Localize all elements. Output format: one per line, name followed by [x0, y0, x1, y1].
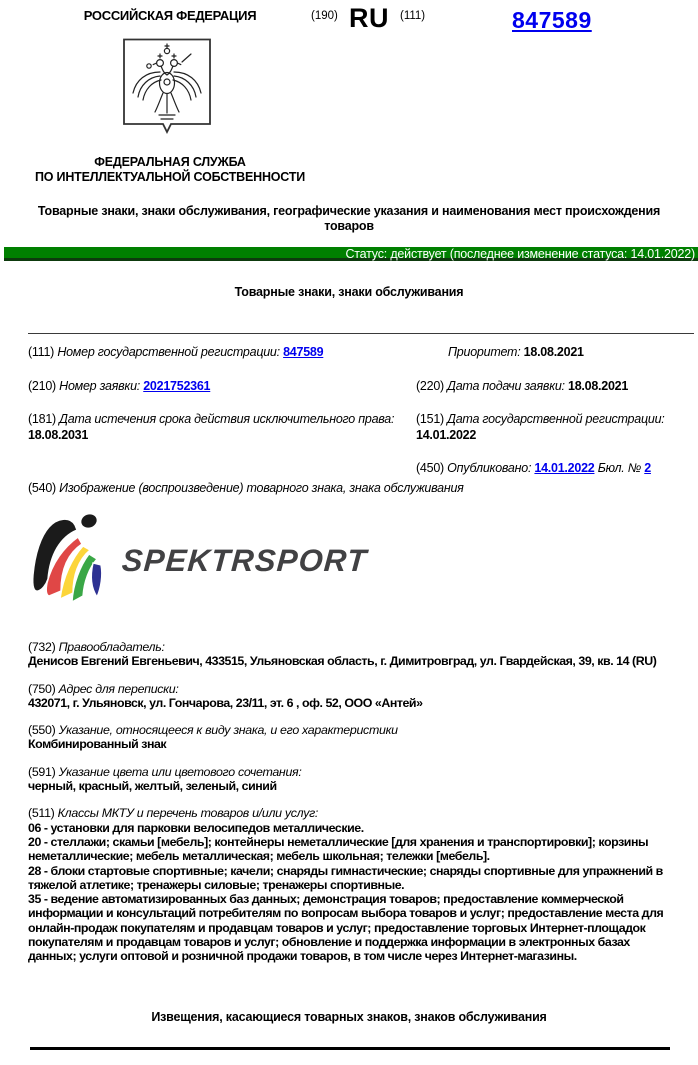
- field-label: Дата истечения срока действия исключительного права:: [59, 412, 395, 426]
- mark-kind-value: Комбинированный знак: [28, 737, 167, 752]
- field-label: Классы МКТУ и перечень товаров и/или услуг:: [57, 806, 319, 821]
- color-claim-value: черный, красный, желтый, зеленый, синий: [28, 779, 277, 794]
- agency-line-2: ПО ИНТЕЛЛЕКТУАЛЬНОЙ СОБСТВЕННОСТИ: [34, 169, 306, 184]
- field-label: Адрес для переписки:: [58, 681, 179, 696]
- registration-number-value-link[interactable]: 847589: [283, 345, 324, 359]
- class-item-06: 06 - установки для парковки велосипедов металлические.: [28, 820, 364, 835]
- inid-code: (111): [28, 345, 55, 359]
- country-title: РОССИЙСКАЯ ФЕДЕРАЦИЯ: [83, 8, 257, 23]
- color-claim-section: [28, 765, 680, 794]
- inid-code: (750): [28, 681, 56, 696]
- application-number-link[interactable]: 2021752361: [143, 378, 211, 393]
- class-item-28: 28 - блоки стартовые спортивные; качели; снаряды гимнастические; снаряды спортивные для упражнений в тяжелой атлетике; тренажеры силовые; тренажеры спортивные.: [28, 863, 663, 892]
- mark-kind-section: [28, 723, 680, 752]
- bottom-divider: [30, 1047, 670, 1050]
- expiry-date-value: 18.08.2031: [28, 427, 89, 442]
- class-item-20: 20 - стеллажи; скамьи [мебель]; контейнеры неметаллические [для хранения и транспортировки]; корзины неметаллические; мебель металлическая; мебель школьная; тележки [мебель].: [28, 834, 649, 864]
- inid-code: (511): [28, 806, 55, 821]
- coat-of-arms-icon: [122, 38, 212, 135]
- document-category: Товарные знаки, знаки обслуживания, географические указания и наименования мест происхождения товаров: [37, 204, 661, 233]
- filing-date-row: [416, 379, 696, 395]
- field-label: Приоритет:: [448, 345, 521, 359]
- registration-date-value: 14.01.2022: [416, 427, 477, 442]
- field-label: Указание, относящееся к виду знака, и его характеристики: [58, 723, 398, 738]
- bulletin-number-link[interactable]: 2: [644, 461, 651, 475]
- inid-code: (591): [28, 764, 56, 779]
- class-item-35: 35 - ведение автоматизированных баз данных; демонстрация товаров; предоставление коммерческой информации и консультаций потребителям по вопросам выбора товаров и услуг; предоставление места для онлайн-продаж покупателям и продавцам товаров и услуг; предоставление торговых Интернет-площадок покупателям и продавцам товаров и услуг; обновление и поддержка информации в электронных базах данных; услуги оптовой и розничной продажи товаров, в том числе через Интернет-магазины.: [28, 892, 664, 964]
- field-label: Изображение (воспроизведение) товарного знака, знака обслуживания: [59, 481, 464, 495]
- mark-image-caption: [28, 481, 464, 495]
- detail-sections: [28, 640, 680, 977]
- holder-value: Денисов Евгений Евгеньевич, 433515, Ульяновская область, г. Димитровград, ул. Гвардейская, 39, кв. 14 (RU): [28, 654, 657, 669]
- info-left-column: [28, 345, 440, 461]
- expiry-date-row: [28, 412, 440, 443]
- holder-section: [28, 640, 680, 669]
- info-right-column: [416, 345, 696, 495]
- published-row: [416, 461, 696, 477]
- registration-number-link[interactable]: 847589: [512, 7, 592, 33]
- field-label: Указание цвета или цветового сочетания:: [58, 764, 302, 779]
- agency-name: [0, 155, 340, 184]
- inid-code: (540): [28, 481, 56, 495]
- field-label: Правообладатель:: [58, 640, 165, 654]
- nice-classes-section: [28, 806, 680, 963]
- field-label: Опубликовано:: [447, 461, 532, 475]
- bulletin-label: Бюл. №: [597, 461, 641, 475]
- inid-code: (181): [28, 412, 56, 426]
- agency-line-1: ФЕДЕРАЛЬНАЯ СЛУЖБА: [94, 155, 246, 169]
- address-value: 432071, г. Ульяновск, ул. Гончарова, 23/11, эт. 6 , оф. 52, ООО «Антей»: [28, 695, 423, 710]
- inid-code-111: (111): [400, 10, 426, 22]
- correspondence-address-section: [28, 682, 680, 711]
- inid-code: (450): [416, 461, 444, 475]
- athlete-swoosh-icon: [30, 503, 110, 628]
- inid-code: (550): [28, 723, 56, 738]
- divider: [28, 333, 694, 334]
- application-number-row: [28, 379, 440, 395]
- field-label: Дата государственной регистрации:: [447, 412, 665, 426]
- inid-code-190: (190): [311, 10, 338, 22]
- status-badge: Статус: действует (последнее изменение статуса: 14.01.2022): [4, 247, 698, 261]
- field-label: Номер заявки:: [59, 378, 140, 393]
- logo-wordmark: SPEKTRSPORT: [120, 543, 369, 578]
- filing-date-value: 18.08.2021: [568, 378, 629, 393]
- trademark-image: [30, 503, 367, 628]
- inid-code: (151): [416, 412, 444, 426]
- country-code-label: RU: [349, 3, 389, 33]
- priority-date-value: 18.08.2021: [523, 345, 584, 359]
- field-label: Дата подачи заявки:: [447, 378, 565, 393]
- priority-row: [416, 345, 696, 361]
- field-label: Номер государственной регистрации:: [57, 345, 280, 359]
- registration-number-row: [28, 345, 440, 361]
- inid-code: (732): [28, 640, 56, 654]
- section-title: Товарные знаки, знаки обслуживания: [234, 285, 464, 299]
- notices-heading: Извещения, касающиеся товарных знаков, знаков обслуживания: [151, 1010, 547, 1024]
- inid-code: (210): [28, 378, 56, 393]
- registration-date-row: [416, 412, 696, 443]
- inid-code: (220): [416, 378, 444, 393]
- publication-date-link[interactable]: 14.01.2022: [534, 461, 595, 475]
